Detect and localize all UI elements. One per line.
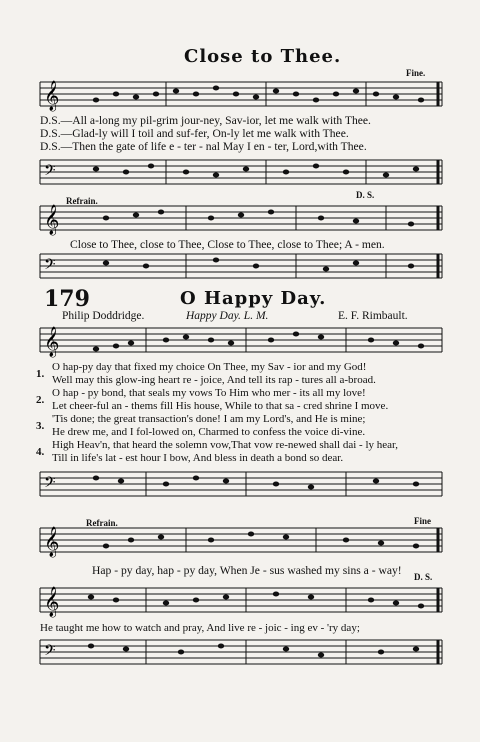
ds-mark: D. S. bbox=[414, 572, 433, 582]
lyric-line: D.S.—Glad-ly will I toil and suf-fer, On-ly let me walk with Thee. bbox=[40, 127, 349, 140]
staff-lines-2d bbox=[36, 580, 446, 620]
verse-line: High Heav'n, that heard the solemn vow,That vow re-newed shall dai - ly hear, bbox=[52, 439, 398, 451]
svg-text:𝄢: 𝄢 bbox=[44, 642, 56, 663]
svg-text:𝄢: 𝄢 bbox=[44, 474, 56, 495]
staff-lines-1d bbox=[36, 246, 446, 286]
staff-lines-1a bbox=[36, 74, 446, 114]
composer: E. F. Rimbault. bbox=[338, 310, 408, 322]
music-staff bbox=[36, 320, 446, 360]
verse-line: Let cheer-ful an - thems fill His house, While to that sa - cred shrine I move. bbox=[52, 400, 389, 412]
verse-line: He drew me, and I fol-lowed on, Charmed to confess the voice di-vine. bbox=[52, 426, 366, 438]
verse-number: 3. bbox=[36, 420, 45, 432]
author: Philip Doddridge. bbox=[62, 310, 145, 322]
staff-lines-2a bbox=[36, 320, 446, 360]
refrain-label: Refrain. bbox=[66, 196, 98, 206]
svg-text:𝄢: 𝄢 bbox=[44, 256, 56, 277]
music-staff bbox=[36, 580, 446, 620]
hymn-number: 179 bbox=[44, 286, 90, 312]
refrain-lyric: He taught me how to watch and pray, And live re - joic - ing ev - 'ry day; bbox=[40, 622, 360, 634]
svg-text:𝄢: 𝄢 bbox=[44, 162, 56, 183]
refrain-lyric: Close to Thee, close to Thee, Close to Thee, close to Thee; A - men. bbox=[70, 238, 385, 251]
staff-lines-1c bbox=[36, 198, 446, 238]
ds-mark: D. S. bbox=[356, 190, 375, 200]
hymn-title-o-happy-day: O Happy Day. bbox=[180, 288, 327, 309]
verse-line: O hap - py bond, that seals my vows To Him who mer - its all my love! bbox=[52, 387, 366, 399]
music-staff bbox=[36, 632, 446, 672]
verse-line: Well may this glow-ing heart re - joice, And tell its rap - tures all a-broad. bbox=[52, 374, 376, 386]
fine-mark: Fine bbox=[414, 516, 431, 526]
lyric-line: D.S.—Then the gate of life e - ter - nal May I en - ter, Lord,with Thee. bbox=[40, 140, 367, 153]
staff-lines-2c bbox=[36, 520, 446, 560]
tune-name: Happy Day. L. M. bbox=[186, 310, 269, 322]
staff-lines-1b bbox=[36, 152, 446, 192]
music-staff bbox=[36, 464, 446, 504]
svg-text:𝄞: 𝄞 bbox=[44, 327, 60, 357]
lyric-line: D.S.—All a-long my pil-grim jour-ney, Sav-ior, let me walk with Thee. bbox=[40, 114, 371, 127]
hymn-title-close-to-thee: Close to Thee. bbox=[184, 46, 342, 67]
verse-line: Till in life's lat - est hour I bow, And bless in death a bond so dear. bbox=[52, 452, 344, 464]
music-staff bbox=[36, 74, 446, 114]
verse-line: 'Tis done; the great transaction's done! I am my Lord's, and He is mine; bbox=[52, 413, 366, 425]
music-staff bbox=[36, 520, 446, 560]
svg-text:𝄞: 𝄞 bbox=[44, 587, 60, 617]
verse-number: 4. bbox=[36, 446, 45, 458]
music-staff bbox=[36, 198, 446, 238]
staff-lines-2e bbox=[36, 632, 446, 672]
verse-line: O hap-py day that fixed my choice On Thee, my Sav - ior and my God! bbox=[52, 361, 367, 373]
svg-text:𝄞: 𝄞 bbox=[44, 81, 60, 111]
refrain-lyric: Hap - py day, hap - py day, When Je - sus washed my sins a - way! bbox=[92, 564, 402, 577]
fine-mark: Fine. bbox=[406, 68, 426, 78]
svg-text:𝄞: 𝄞 bbox=[44, 527, 60, 557]
music-staff bbox=[36, 246, 446, 286]
refrain-label: Refrain. bbox=[86, 518, 118, 528]
music-staff bbox=[36, 152, 446, 192]
verse-number: 2. bbox=[36, 394, 45, 406]
verse-number: 1. bbox=[36, 368, 45, 380]
staff-lines-2b bbox=[36, 464, 446, 504]
svg-text:𝄞: 𝄞 bbox=[44, 205, 60, 235]
